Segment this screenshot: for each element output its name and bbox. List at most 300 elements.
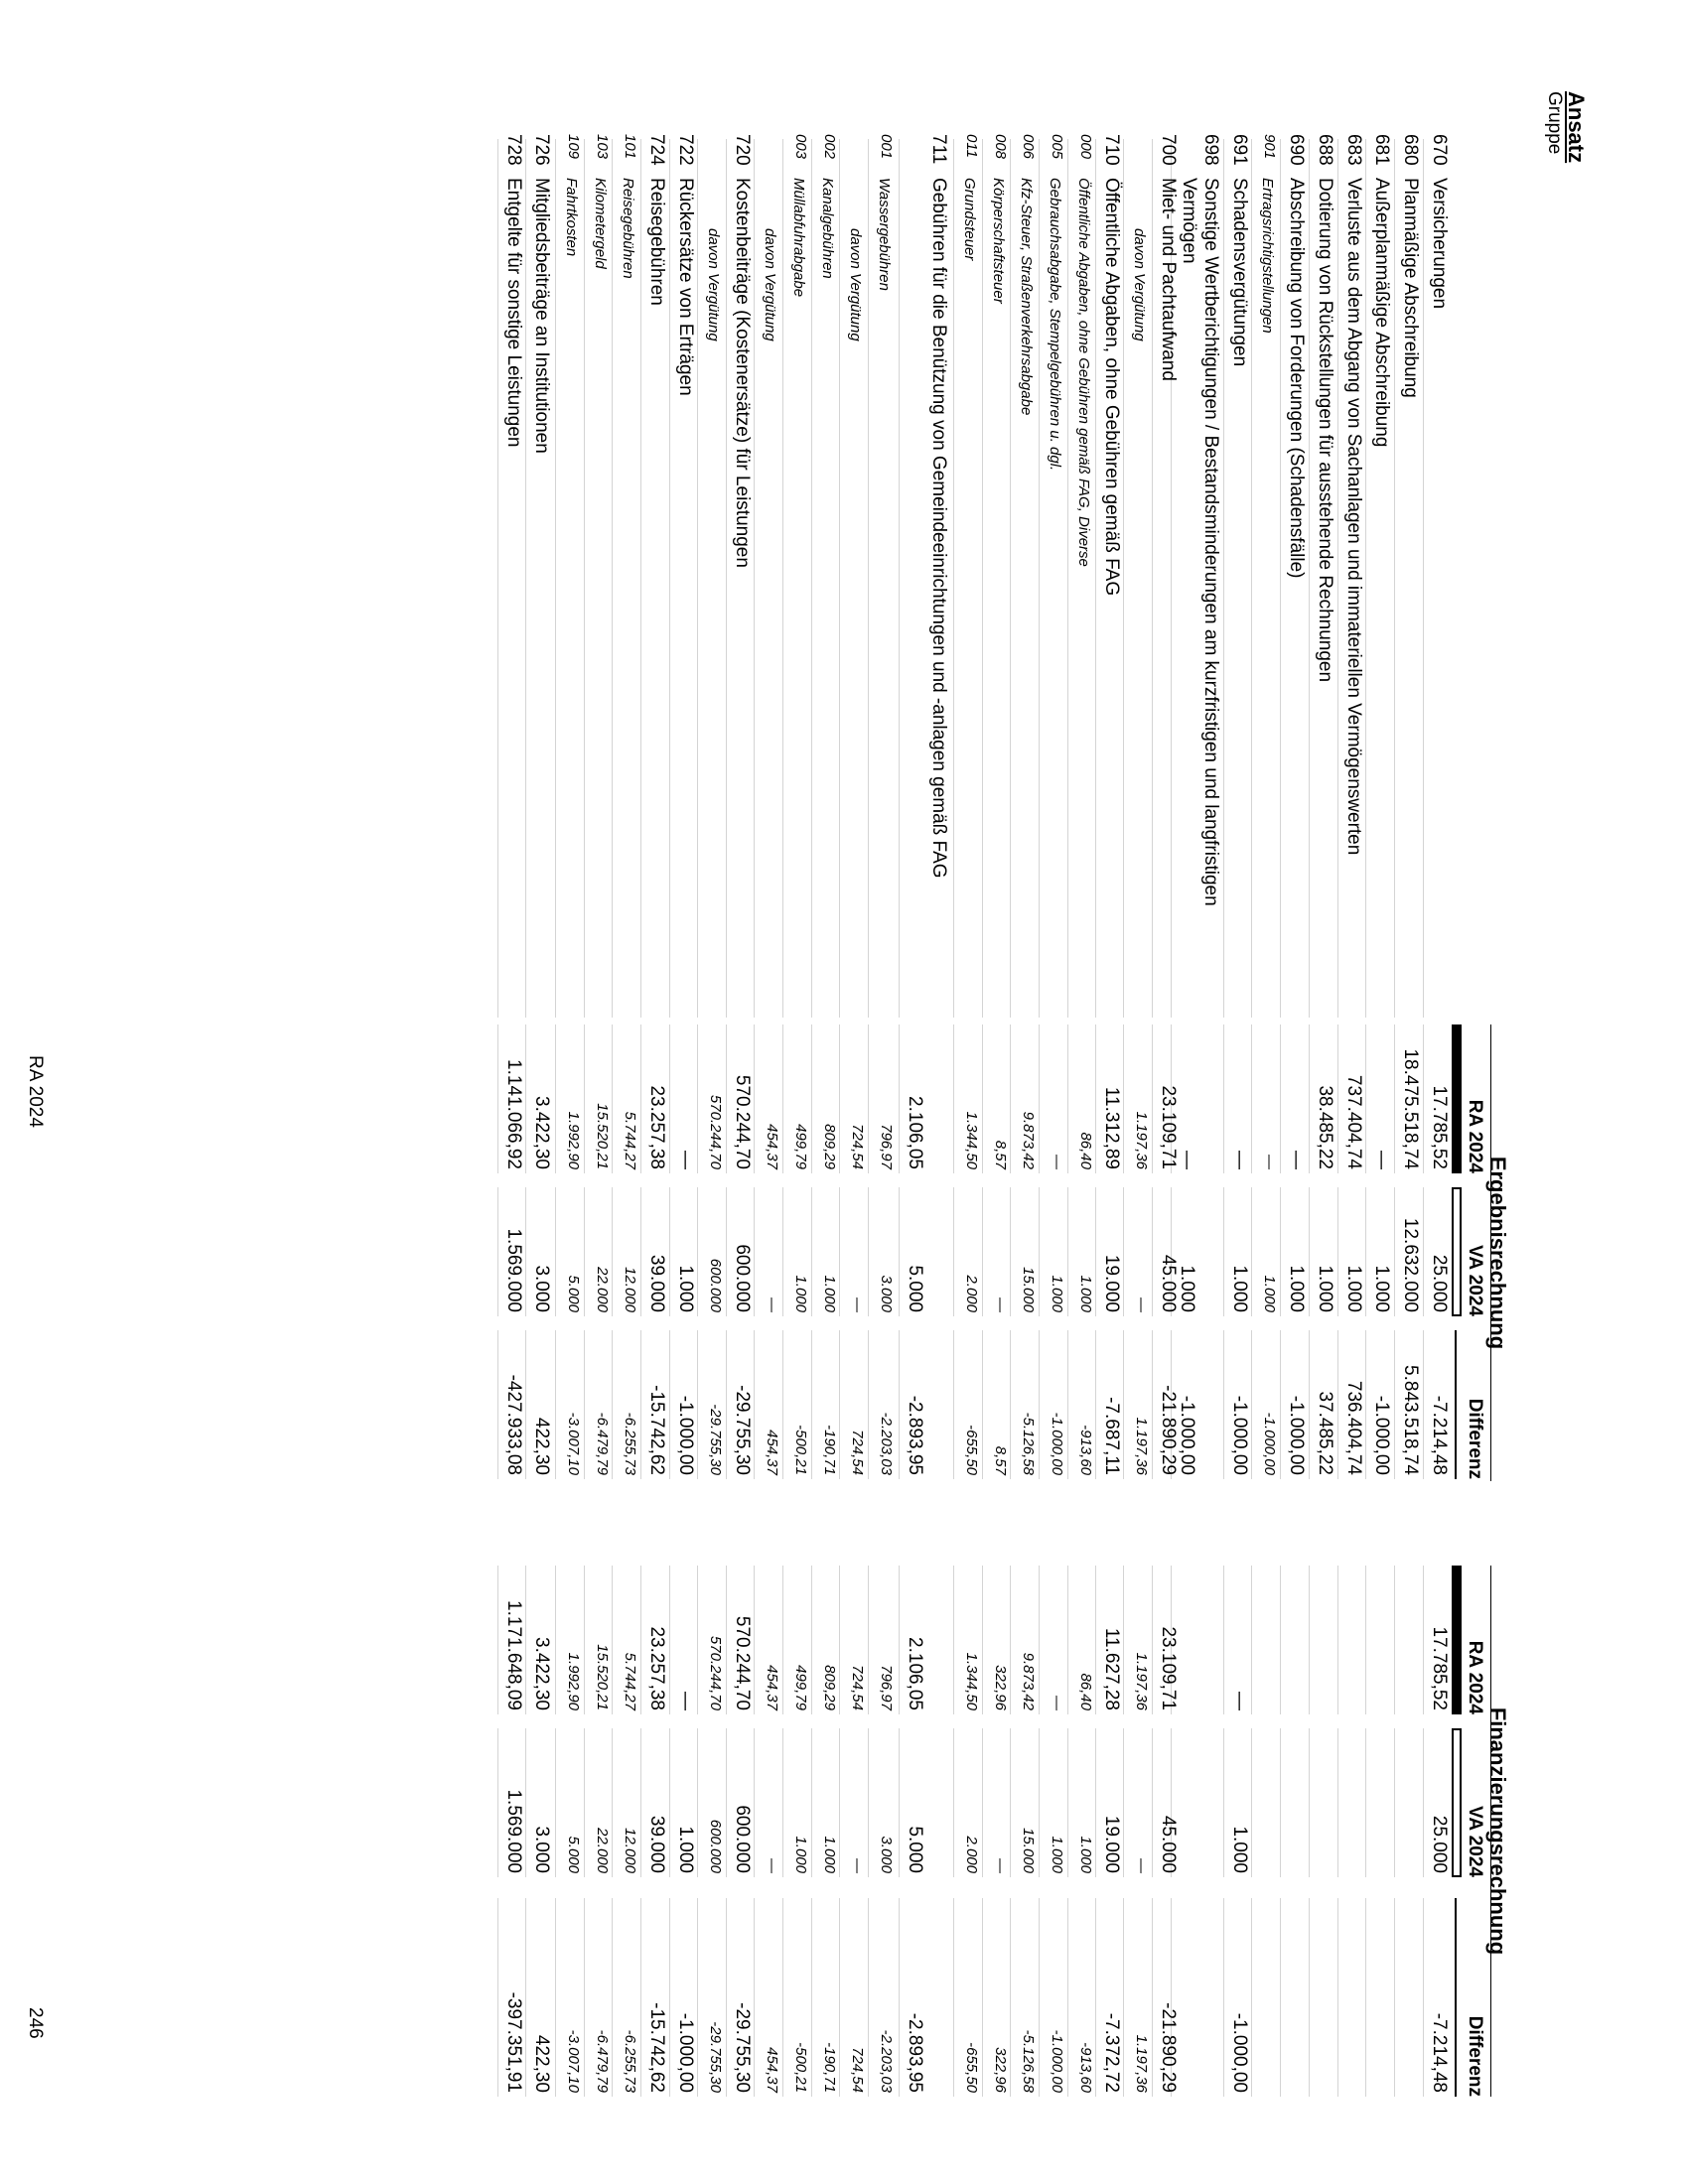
row-divider xyxy=(754,1728,755,1877)
cell-f-2: -3.007,10 xyxy=(565,2029,582,2093)
row-divider xyxy=(782,1728,783,1877)
cell-f-1: 1.000 xyxy=(1077,1836,1094,1873)
cell-f-0: 86,40 xyxy=(1077,1673,1094,1710)
row-divider xyxy=(1010,1898,1011,2097)
row-divider xyxy=(1152,1898,1153,2097)
row-divider xyxy=(640,1566,641,1714)
cell-f-2: -29.755,30 xyxy=(707,2021,724,2093)
row-divider xyxy=(669,1024,670,1173)
row-divider xyxy=(868,1187,869,1316)
row-divider xyxy=(953,1728,954,1877)
cell-e-0: 724,54 xyxy=(849,1124,866,1169)
row-divider xyxy=(1309,1728,1310,1877)
cell-f-0: 15.520,21 xyxy=(594,1644,611,1710)
row-divider xyxy=(697,1728,698,1877)
row-divider xyxy=(697,1898,698,2097)
row-group-code: 690 xyxy=(1286,134,1307,166)
cell-f-1: — xyxy=(849,1858,866,1873)
row-divider xyxy=(1010,1566,1011,1714)
row-divider xyxy=(1152,1728,1153,1877)
row-label: davon Vergütung xyxy=(1131,228,1148,341)
row-group-code: 681 xyxy=(1371,134,1392,166)
row-group-code: 680 xyxy=(1400,134,1421,166)
row-label: Öffentliche Abgaben, ohne Gebühren gemäß FAG, Diverse xyxy=(1075,178,1092,567)
cell-f-1: 1.569.000 xyxy=(503,1789,524,1873)
row-divider xyxy=(555,1330,556,1479)
cell-f-1: 600.000 xyxy=(732,1805,753,1873)
cell-e-2: 724,54 xyxy=(849,1430,866,1475)
cell-e-1: 1.000 xyxy=(1343,1265,1364,1312)
row-divider xyxy=(640,1024,641,1173)
row-divider xyxy=(754,1024,755,1173)
cell-e-2: -1.000,00 xyxy=(1286,1395,1307,1475)
row-divider xyxy=(555,1728,556,1877)
row-divider xyxy=(669,1566,670,1714)
col-header-f-diff: Differenz xyxy=(1465,2015,1485,2097)
cell-e-1: 1.000 xyxy=(1315,1265,1335,1312)
row-divider xyxy=(839,1330,840,1479)
cell-e-0: 570.244,70 xyxy=(732,1074,753,1169)
row-divider xyxy=(726,139,727,1018)
cell-f-2: -913,60 xyxy=(1077,2042,1094,2093)
cell-f-1: — xyxy=(1133,1858,1150,1873)
row-group-code: 724 xyxy=(646,134,667,166)
cell-e-2: -1.000,00 xyxy=(675,1395,696,1475)
row-label: Gebühren für die Benützung von Gemeindeeinrichtungen und -anlagen gemäß FAG xyxy=(928,178,949,879)
row-label: Gebrauchsabgabe, Stempelgebühren u. dgl. xyxy=(1047,178,1063,472)
cell-e-1: 19.000 xyxy=(1101,1254,1122,1312)
row-divider xyxy=(497,139,498,1018)
cell-e-2: -29.755,30 xyxy=(732,1385,753,1475)
row-divider xyxy=(612,1728,613,1877)
row-divider xyxy=(497,1898,498,2097)
cell-e-0: 454,37 xyxy=(764,1124,780,1169)
row-divider xyxy=(1067,1187,1068,1316)
cell-e-2: -6.479,79 xyxy=(594,1412,611,1475)
row-label: Kfz-Steuer, Straßenverkehrsabgabe xyxy=(1018,178,1035,416)
row-divider xyxy=(953,139,954,1018)
cell-f-1: 1.000 xyxy=(821,1836,838,1873)
section-title-finanzierungsrechnung: Finanzierungsrechnung xyxy=(1485,1706,1510,1956)
row-divider xyxy=(754,1898,755,2097)
row-divider xyxy=(697,1566,698,1714)
row-divider xyxy=(1223,139,1224,1018)
row-divider xyxy=(1067,1898,1068,2097)
row-divider xyxy=(811,1728,812,1877)
row-divider xyxy=(868,1024,869,1173)
row-divider xyxy=(1309,139,1310,1018)
row-label: davon Vergütung xyxy=(762,228,778,341)
row-divider xyxy=(612,1566,613,1714)
row-divider xyxy=(555,1898,556,2097)
row-divider xyxy=(525,139,526,1018)
row-divider xyxy=(1423,1566,1424,1714)
row-divider xyxy=(899,1187,900,1316)
row-divider xyxy=(1365,1898,1366,2097)
cell-f-2: -655,50 xyxy=(963,2042,980,2093)
row-divider xyxy=(1365,1187,1366,1316)
row-divider xyxy=(899,1330,900,1479)
row-divider xyxy=(1095,1024,1096,1173)
cell-e-1: 1.000 xyxy=(1286,1265,1307,1312)
row-divider xyxy=(782,1566,783,1714)
cell-e-1: 3.000 xyxy=(531,1265,552,1312)
cell-e-1: 1.000 xyxy=(1371,1265,1392,1312)
cell-e-0: 38.485,22 xyxy=(1315,1085,1335,1169)
row-group-code: 691 xyxy=(1229,134,1250,166)
cell-f-1: 1.000 xyxy=(675,1826,696,1873)
row-divider xyxy=(1394,1024,1395,1173)
row-divider xyxy=(612,1898,613,2097)
col-header-e-ra: RA 2024 xyxy=(1465,1099,1485,1173)
cell-f-2: -6.255,73 xyxy=(622,2029,638,2093)
cell-e-1: 1.000 xyxy=(792,1275,809,1312)
row-divider xyxy=(1039,1898,1040,2097)
cell-e-2: -29.755,30 xyxy=(707,1404,724,1475)
row-divider xyxy=(1223,1566,1224,1714)
row-divider xyxy=(1394,1728,1395,1877)
cell-f-1: 22.000 xyxy=(594,1828,611,1873)
cell-e-1: 45.000 xyxy=(1158,1254,1179,1312)
row-divider xyxy=(839,1566,840,1714)
row-divider xyxy=(1039,139,1040,1018)
cell-e-0: 796,97 xyxy=(878,1124,895,1169)
row-group-code: 683 xyxy=(1343,134,1364,166)
row-divider xyxy=(1337,1898,1338,2097)
row-divider xyxy=(640,1728,641,1877)
cell-e-0: 1.197,36 xyxy=(1133,1111,1150,1169)
row-group-code: 103 xyxy=(594,134,611,160)
row-divider xyxy=(754,1330,755,1479)
row-divider xyxy=(726,1898,727,2097)
cell-f-0: 5.744,27 xyxy=(622,1652,638,1710)
row-divider xyxy=(1123,1566,1124,1714)
row-label: Fahrtkosten xyxy=(563,178,580,257)
row-divider xyxy=(953,1330,954,1479)
row-divider xyxy=(1095,139,1096,1018)
cell-f-2: -6.479,79 xyxy=(594,2029,611,2093)
row-divider xyxy=(669,139,670,1018)
cell-f-2: -15.742,62 xyxy=(646,2002,667,2093)
cell-e-2: -15.742,62 xyxy=(646,1385,667,1475)
row-divider xyxy=(1251,1187,1252,1316)
row-divider xyxy=(1123,1024,1124,1173)
cell-f-0: 23.257,38 xyxy=(646,1626,667,1710)
cell-f-0: 1.992,90 xyxy=(565,1652,582,1710)
row-divider xyxy=(525,1024,526,1173)
row-divider xyxy=(982,1728,983,1877)
row-group-code: 688 xyxy=(1315,134,1335,166)
gruppe-heading: Gruppe xyxy=(1544,91,1565,155)
row-divider xyxy=(1365,1024,1366,1173)
row-group-code: 670 xyxy=(1429,134,1450,166)
row-divider xyxy=(1152,139,1153,1018)
row-divider xyxy=(1152,1024,1153,1173)
row-divider xyxy=(1394,139,1395,1018)
cell-f-2: -29.755,30 xyxy=(732,2002,753,2093)
row-divider xyxy=(811,139,812,1018)
cell-f-2: -190,71 xyxy=(821,2042,838,2093)
row-divider xyxy=(1394,1330,1395,1479)
cell-e-2: -190,71 xyxy=(821,1425,838,1475)
row-divider xyxy=(1251,1728,1252,1877)
row-divider xyxy=(1251,139,1252,1018)
cell-f-1: 2.000 xyxy=(963,1836,980,1873)
row-divider xyxy=(1010,1728,1011,1877)
row-divider xyxy=(1152,1187,1153,1316)
row-divider xyxy=(1365,1330,1366,1479)
row-divider xyxy=(1152,1566,1153,1714)
cell-f-1: 5.000 xyxy=(565,1836,582,1873)
cell-f-0: 322,96 xyxy=(992,1665,1009,1710)
cell-f-1: — xyxy=(992,1858,1009,1873)
cell-f-0: 3.422,30 xyxy=(531,1637,552,1710)
row-divider xyxy=(782,1898,783,2097)
row-divider xyxy=(726,1024,727,1173)
row-group-code: 728 xyxy=(503,134,524,166)
row-label: Außerplanmäßige Abschreibung xyxy=(1371,178,1392,448)
row-divider xyxy=(1095,1187,1096,1316)
row-divider xyxy=(525,1566,526,1714)
row-label: Reisegebühren xyxy=(620,178,636,279)
cell-e-0: — xyxy=(1177,1151,1197,1169)
row-divider xyxy=(669,1187,670,1316)
row-group-code: 698 xyxy=(1200,134,1221,166)
cell-f-0: — xyxy=(1229,1692,1250,1710)
row-label: Entgelte für sonstige Leistungen xyxy=(503,178,524,448)
row-divider xyxy=(497,1024,498,1173)
row-group-code: 109 xyxy=(565,134,582,160)
row-divider xyxy=(811,1187,812,1316)
cell-e-2: -3.007,10 xyxy=(565,1412,582,1475)
cell-e-1: 600.000 xyxy=(707,1258,724,1312)
cell-f-1: 600.000 xyxy=(707,1819,724,1873)
cell-e-1: 2.000 xyxy=(963,1275,980,1312)
row-divider xyxy=(1337,1187,1338,1316)
row-label: Schadensvergütungen xyxy=(1229,178,1250,367)
row-divider xyxy=(1394,1187,1395,1316)
row-divider xyxy=(1123,1898,1124,2097)
cell-f-2: 322,96 xyxy=(992,2047,1009,2093)
cell-f-1: 25.000 xyxy=(1429,1815,1450,1873)
row-divider xyxy=(1337,1728,1338,1877)
section-title-ergebnisrechnung: Ergebnisrechnung xyxy=(1485,1156,1510,1350)
row-divider xyxy=(697,1024,698,1173)
row-divider xyxy=(1280,1024,1281,1173)
row-divider xyxy=(1251,1898,1252,2097)
cell-e-2: -1.000,00 xyxy=(1177,1395,1197,1475)
cell-f-1: 15.000 xyxy=(1020,1828,1037,1873)
cell-e-0: — xyxy=(1371,1151,1392,1169)
cell-e-0: 17.785,52 xyxy=(1429,1085,1450,1169)
cell-e-2: 422,30 xyxy=(531,1417,552,1475)
row-divider xyxy=(839,1024,840,1173)
cell-f-2: -1.000,00 xyxy=(1049,2029,1065,2093)
row-divider xyxy=(1251,1566,1252,1714)
cell-e-1: 1.000 xyxy=(1077,1275,1094,1312)
cell-e-0: 737.404,74 xyxy=(1343,1074,1364,1169)
row-group-code: 002 xyxy=(821,134,838,160)
row-label: Kanalgebühren xyxy=(819,178,836,279)
row-label: Ertragsrichtigstellungen xyxy=(1259,178,1276,334)
row-divider xyxy=(811,1566,812,1714)
row-divider xyxy=(1067,1728,1068,1877)
row-divider xyxy=(726,1566,727,1714)
row-divider xyxy=(1365,1566,1366,1714)
cell-e-1: 22.000 xyxy=(594,1267,611,1312)
row-divider xyxy=(584,1024,585,1173)
row-divider xyxy=(640,1187,641,1316)
cell-f-1: 12.000 xyxy=(622,1828,638,1873)
row-divider xyxy=(726,1728,727,1877)
row-divider xyxy=(555,1566,556,1714)
row-divider xyxy=(1095,1330,1096,1479)
cell-e-2: -427.933,08 xyxy=(503,1374,524,1475)
row-divider xyxy=(1067,1566,1068,1714)
cell-f-0: 1.344,50 xyxy=(963,1652,980,1710)
cell-f-0: 23.109,71 xyxy=(1158,1626,1179,1710)
row-divider xyxy=(953,1566,954,1714)
cell-e-1: 1.000 xyxy=(1261,1275,1278,1312)
cell-e-2: -655,50 xyxy=(963,1425,980,1475)
cell-f-2: -2.893,95 xyxy=(905,2012,925,2093)
cell-f-0: 11.627,28 xyxy=(1101,1627,1122,1710)
row-divider xyxy=(868,1566,869,1714)
cell-e-2: 37.485,22 xyxy=(1315,1391,1335,1475)
cell-e-1: 1.000 xyxy=(1177,1265,1197,1312)
row-divider xyxy=(1223,1898,1224,2097)
row-divider xyxy=(697,139,698,1018)
row-divider xyxy=(1280,1566,1281,1714)
row-divider xyxy=(555,139,556,1018)
cell-e-1: — xyxy=(764,1297,780,1312)
row-label: Abschreibung von Forderungen (Schadensfälle) xyxy=(1286,178,1307,579)
cell-f-0: 570.244,70 xyxy=(732,1615,753,1710)
row-divider xyxy=(1337,1024,1338,1173)
row-divider xyxy=(1039,1566,1040,1714)
row-divider xyxy=(868,1330,869,1479)
col-header-f-va: VA 2024 xyxy=(1465,1806,1485,1877)
cell-e-1: 15.000 xyxy=(1020,1267,1037,1312)
row-divider xyxy=(1337,139,1338,1018)
ansatz-heading: Ansatz xyxy=(1564,91,1589,164)
cell-e-2: -1.000,00 xyxy=(1371,1395,1392,1475)
row-label: Kostenbeiträge (Kostenersätze) für Leistungen xyxy=(732,178,753,568)
row-divider xyxy=(497,1330,498,1479)
row-divider xyxy=(1123,1728,1124,1877)
row-divider xyxy=(1423,1898,1424,2097)
row-divider xyxy=(1223,1330,1224,1479)
cell-f-2: 454,37 xyxy=(764,2047,780,2093)
row-divider xyxy=(839,1187,840,1316)
row-divider xyxy=(899,1566,900,1714)
cell-e-1: 5.000 xyxy=(565,1275,582,1312)
cell-e-0: — xyxy=(1261,1155,1278,1169)
row-divider xyxy=(1067,1024,1068,1173)
row-label: Mitgliedsbeiträge an Institutionen xyxy=(531,178,552,454)
cell-f-0: 17.785,52 xyxy=(1429,1626,1450,1710)
row-divider xyxy=(1309,1566,1310,1714)
cell-f-0: — xyxy=(675,1692,696,1710)
cell-e-2: 736.404,74 xyxy=(1343,1380,1364,1475)
cell-f-1: 1.000 xyxy=(1229,1826,1250,1873)
cell-f-2: -2.203,03 xyxy=(878,2029,895,2093)
cell-e-1: 600.000 xyxy=(732,1244,753,1312)
row-divider xyxy=(584,1566,585,1714)
row-divider xyxy=(525,1330,526,1479)
row-divider xyxy=(1365,1728,1366,1877)
row-divider xyxy=(1423,1728,1424,1877)
cell-e-0: — xyxy=(675,1151,696,1169)
cell-f-1: 1.000 xyxy=(792,1836,809,1873)
row-group-code: 001 xyxy=(878,134,895,160)
cell-e-2: 454,37 xyxy=(764,1430,780,1475)
cell-e-2: 8,57 xyxy=(992,1445,1009,1475)
row-divider xyxy=(1280,1330,1281,1479)
row-group-code: 720 xyxy=(732,134,753,166)
row-divider xyxy=(1010,139,1011,1018)
row-divider xyxy=(669,1898,670,2097)
cell-f-0: 454,37 xyxy=(764,1665,780,1710)
cell-e-1: 1.000 xyxy=(821,1275,838,1312)
row-divider xyxy=(782,1330,783,1479)
row-label: Körperschaftsteuer xyxy=(990,178,1007,304)
cell-f-0: 1.171.648,09 xyxy=(503,1600,524,1710)
cell-f-0: 796,97 xyxy=(878,1665,895,1710)
row-divider xyxy=(1039,1728,1040,1877)
row-group-code: 011 xyxy=(963,134,980,158)
cell-e-0: — xyxy=(1229,1151,1250,1169)
row-divider xyxy=(1394,1566,1395,1714)
row-divider xyxy=(1280,1898,1281,2097)
cell-f-2: -7.214,48 xyxy=(1429,2012,1450,2093)
cell-e-0: 1.992,90 xyxy=(565,1111,582,1169)
row-divider xyxy=(669,1330,670,1479)
row-divider xyxy=(1280,139,1281,1018)
cell-e-2: 5.843.518,74 xyxy=(1400,1365,1421,1475)
row-label: Miet- und Pachtaufwand xyxy=(1158,178,1179,381)
row-label: Sonstige Wertberichtigungen / Bestandsminderungen am kurzfristigen und langfristigen Vermögen xyxy=(1179,178,1221,906)
row-divider xyxy=(982,1566,983,1714)
row-divider xyxy=(1123,139,1124,1018)
cell-e-0: 15.520,21 xyxy=(594,1103,611,1169)
row-label: Müllabfuhrabgabe xyxy=(790,178,807,298)
row-group-code: 722 xyxy=(675,134,696,166)
row-divider xyxy=(899,1898,900,2097)
cell-f-2: -397.351,91 xyxy=(503,1991,524,2093)
cell-f-2: -500,21 xyxy=(792,2042,809,2093)
cell-e-0: 8,57 xyxy=(992,1140,1009,1169)
cell-e-0: 499,79 xyxy=(792,1124,809,1169)
row-divider xyxy=(1423,139,1424,1018)
row-divider xyxy=(497,1566,498,1714)
cell-f-0: 724,54 xyxy=(849,1665,866,1710)
cell-e-1: 12.000 xyxy=(622,1267,638,1312)
row-divider xyxy=(982,139,983,1018)
row-divider xyxy=(640,1330,641,1479)
row-divider xyxy=(982,1330,983,1479)
row-divider xyxy=(782,1187,783,1316)
row-divider xyxy=(497,1187,498,1316)
cell-e-0: 11.312,89 xyxy=(1101,1086,1122,1169)
footer-left: RA 2024 xyxy=(25,1055,46,1128)
row-divider xyxy=(1010,1024,1011,1173)
cell-e-2: -7.214,48 xyxy=(1429,1395,1450,1475)
row-divider xyxy=(697,1187,698,1316)
row-group-code: 101 xyxy=(622,134,638,160)
row-divider xyxy=(1365,139,1366,1018)
cell-e-2: -1.000,00 xyxy=(1049,1412,1065,1475)
